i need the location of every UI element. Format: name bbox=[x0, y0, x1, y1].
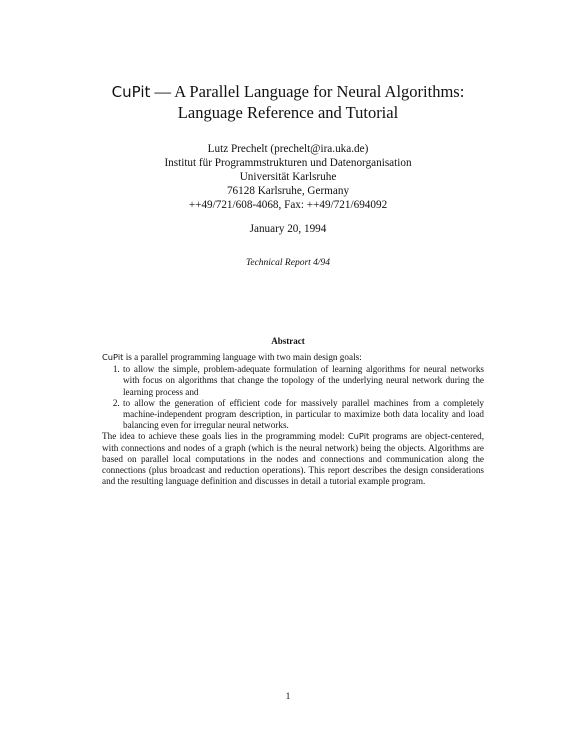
title-line-1 bbox=[40, 81, 536, 103]
technical-report-number: Technical Report 4/94 bbox=[245, 258, 331, 268]
language-name-inline: CuPit bbox=[347, 431, 370, 442]
author-university: Universität Karlsruhe bbox=[239, 171, 337, 183]
author-phone-fax: ++49/721/608-4068, Fax: ++49/721/694092 bbox=[188, 199, 388, 211]
design-goal-1: 1. to allow the simple, problem-adequate formulation of learning algorithms for neural networks with focus on algorithms that change the topology of the underlying neural network during the learning process and bbox=[122, 364, 484, 398]
author-name: Lutz Prechelt (prechelt@ira.uka.de) bbox=[207, 143, 369, 155]
abstract-closing bbox=[102, 431, 484, 487]
title-line-2: Language Reference and Tutorial bbox=[177, 103, 399, 122]
paper-date: January 20, 1994 bbox=[249, 223, 327, 235]
abstract-body bbox=[102, 352, 484, 487]
abstract-heading: Abstract bbox=[271, 336, 305, 346]
page-number: 1 bbox=[285, 692, 291, 702]
abstract-closing-part-b: programs are object-centered, with connections and nodes of a graph (which is the neural network) being the objects. Algorithms are based on parallel local computations in the nodes and connections and communication along the connections (plus broadcast and reduction operations). This report describes the design considerations and the resulting language definition and discusses in detail a tutorial example program. bbox=[102, 431, 484, 487]
abstract-intro-text: is a parallel programming language with two main design goals: bbox=[123, 352, 362, 362]
design-goals-list bbox=[102, 364, 484, 431]
author-institute: Institut für Programmstrukturen und Datenorganisation bbox=[164, 157, 412, 169]
abstract-intro bbox=[102, 352, 484, 363]
language-name: CuPit bbox=[102, 352, 124, 362]
title-line-1-text: — A Parallel Language for Neural Algorithms: bbox=[150, 82, 465, 101]
author-address: 76128 Karlsruhe, Germany bbox=[226, 185, 350, 197]
title-language-name: CuPit bbox=[111, 83, 151, 101]
abstract-closing-part-a: The idea to achieve these goals lies in the programming model: bbox=[102, 431, 348, 442]
design-goal-2: 2. to allow the generation of efficient code for massively parallel machines from a completely machine-independent program description, in particular to maximize both data locality and load balancing even for irregular neural networks. bbox=[122, 398, 484, 432]
